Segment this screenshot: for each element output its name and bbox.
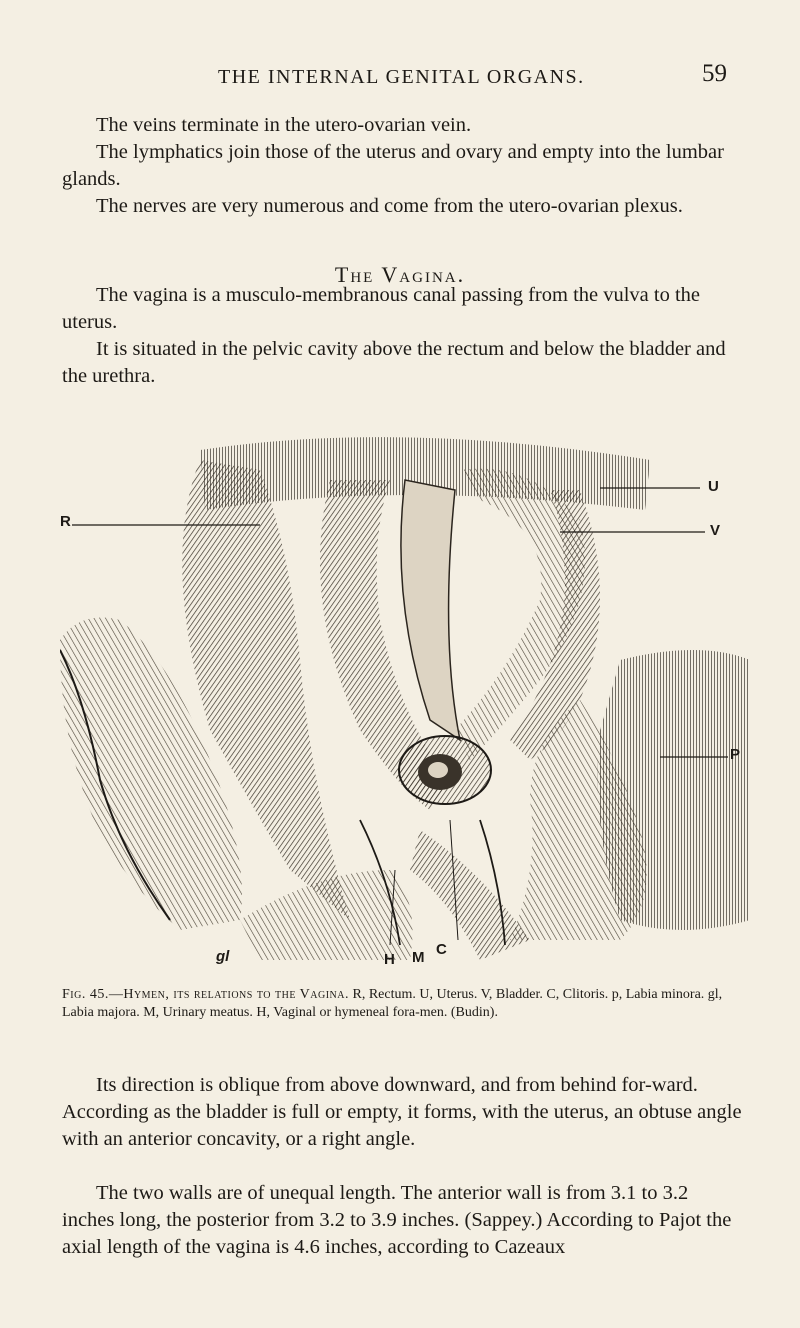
anatomical-figure <box>60 400 750 970</box>
page-number: 59 <box>702 60 727 87</box>
paragraph-nerves: The nerves are very numerous and come from the utero-ovarian plexus. <box>96 195 683 217</box>
paragraph-veins: The veins terminate in the utero-ovarian vein. <box>96 114 472 136</box>
label-m-urinary-meatus: M <box>412 949 425 966</box>
caption-title: Fig. 45.—Hymen, its relations to the Vagina. <box>62 987 349 1002</box>
label-r-rectum: R <box>60 513 71 530</box>
paragraph-lymphatics: The lymphatics join those of the uterus and ovary and empty into the lumbar glands. <box>62 141 724 190</box>
anatomical-illustration <box>60 400 750 970</box>
running-title: THE INTERNAL GENITAL ORGANS. <box>218 66 585 88</box>
label-gl-labia-majora: gl <box>216 948 230 965</box>
paragraph-vagina-situation: It is situated in the pelvic cavity above the rectum and below the bladder and the urethra. <box>62 338 726 387</box>
page-header <box>0 60 800 100</box>
paragraph-vagina-definition: The vagina is a musculo-membranous canal passing from the vulva to the uterus. <box>62 284 701 333</box>
section-heading: The Vagina. <box>334 262 466 287</box>
label-p-labia-minora: P <box>730 746 741 763</box>
figure-caption <box>62 986 742 1022</box>
label-h-hymeneal-foramen: H <box>384 951 395 968</box>
label-v-bladder: V <box>710 522 721 539</box>
paragraph-direction: Its direction is oblique from above downward, and from behind for-ward. According as the bladder is full or empty, it forms, with the uterus, an obtuse angle with an anterior concavity, or a right angle. <box>62 1074 742 1150</box>
caption-text: R, Rectum. U, Uterus. V, Bladder. C, Clitoris. p, Labia minora. gl, Labia majora. M, Urinary meatus. H, Vaginal or hymeneal fora-men. (Budin). <box>62 987 723 1020</box>
paragraph-walls: The two walls are of unequal length. The anterior wall is from 3.1 to 3.2 inches long, the posterior from 3.2 to 3.9 inches. (Sappey.) According to Pajot the axial length of the vagina is 4.6 inches, according to Cazeaux <box>62 1182 732 1258</box>
label-c-clitoris: C <box>436 941 447 958</box>
label-u-uterus: U <box>708 478 719 495</box>
